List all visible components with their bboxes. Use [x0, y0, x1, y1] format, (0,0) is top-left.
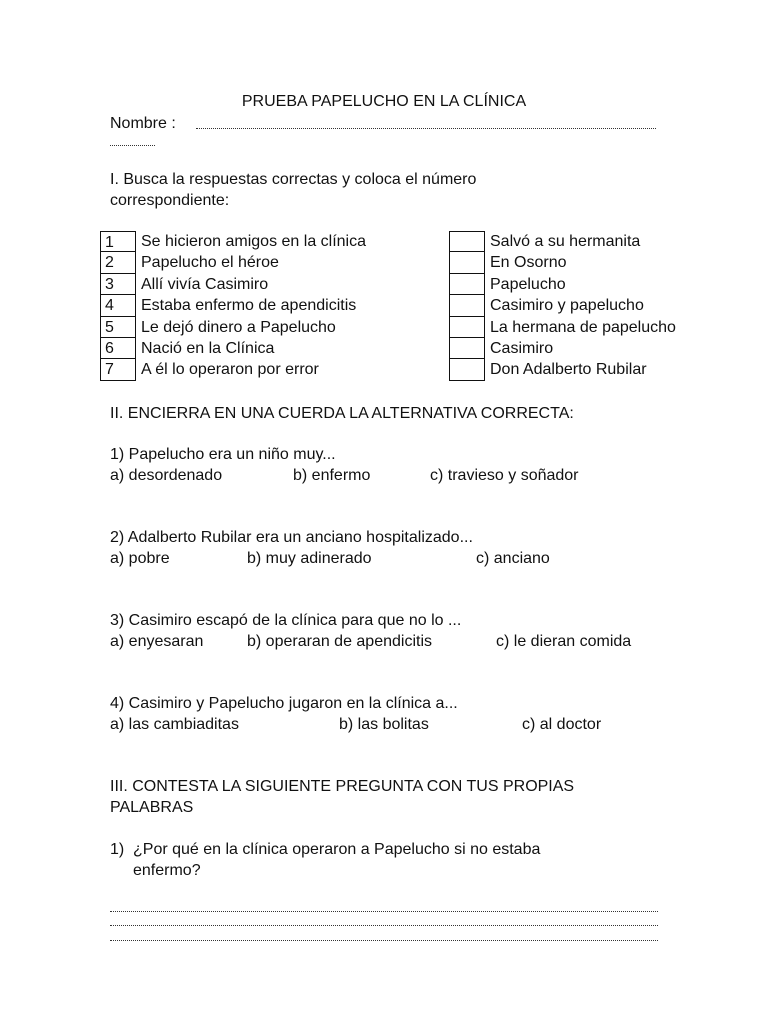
option-a[interactable]: a) las cambiaditas — [110, 716, 239, 733]
match-number: 7 — [100, 359, 136, 380]
option-c[interactable]: c) al doctor — [522, 716, 602, 733]
option-c[interactable]: c) anciano — [476, 550, 550, 567]
option-b[interactable]: b) muy adinerado — [247, 550, 372, 567]
name-field-line[interactable] — [196, 128, 656, 129]
section3-heading-line2: PALABRAS — [110, 799, 194, 816]
option-c[interactable]: c) le dieran comida — [496, 633, 632, 650]
question-4: 4) Casimiro y Papelucho jugaron en la clínica a... — [110, 695, 458, 712]
match-right-text: En Osorno — [490, 254, 567, 272]
match-right-text: Casimiro — [490, 339, 554, 357]
match-left-text: A él lo operaron por error — [141, 361, 319, 379]
option-c[interactable]: c) travieso y soñador — [430, 467, 579, 484]
open-question-number: 1) — [110, 841, 125, 858]
match-left-text: Se hicieron amigos en la clínica — [141, 233, 367, 250]
name-field-line-continued[interactable] — [110, 145, 155, 146]
match-row — [100, 317, 710, 338]
match-row — [100, 274, 710, 295]
answer-line[interactable] — [110, 911, 658, 912]
match-number: 2 — [100, 252, 136, 273]
option-b[interactable]: b) las bolitas — [339, 716, 429, 733]
match-row — [100, 295, 710, 316]
question-3: 3) Casimiro escapó de la clínica para que no lo ... — [110, 612, 462, 629]
match-left-text: Papelucho el héroe — [141, 254, 279, 272]
option-a[interactable]: a) desordenado — [110, 467, 223, 484]
open-question-line1: ¿Por qué en la clínica operaron a Papelucho si no estaba — [133, 841, 541, 858]
match-row — [100, 252, 710, 273]
match-number: 6 — [100, 338, 136, 359]
section3-heading-line1: III. CONTESTA LA SIGUIENTE PREGUNTA CON TUS PROPIAS — [110, 778, 575, 795]
answer-line[interactable] — [110, 925, 658, 926]
match-row — [100, 338, 710, 359]
option-b[interactable]: b) operaran de apendicitis — [247, 633, 433, 650]
name-label: Nombre : — [110, 115, 176, 132]
match-left-text: Allí vivía Casimiro — [141, 275, 269, 293]
open-question-line2: enfermo? — [133, 862, 201, 879]
answer-box[interactable] — [449, 274, 485, 295]
section1-heading-line1: I. Busca la respuestas correctas y coloca el número — [110, 171, 477, 188]
match-number: 1 — [100, 231, 136, 252]
matching-table — [100, 231, 710, 381]
question-2: 2) Adalberto Rubilar era un anciano hospitalizado... — [110, 529, 473, 546]
section1-heading-line2: correspondiente: — [110, 192, 230, 209]
section2-heading: II. ENCIERRA EN UNA CUERDA LA ALTERNATIVA CORRECTA: — [110, 405, 574, 422]
match-number: 5 — [100, 317, 136, 338]
option-b[interactable]: b) enfermo — [293, 467, 371, 484]
answer-box[interactable] — [449, 252, 485, 273]
match-number: 4 — [100, 295, 136, 316]
answer-box[interactable] — [449, 231, 485, 252]
match-row — [100, 231, 710, 252]
match-left-text: Le dejó dinero a Papelucho — [141, 318, 336, 336]
match-right-text: Papelucho — [490, 275, 566, 293]
match-right-text: Don Adalberto Rubilar — [490, 361, 647, 379]
match-right-text: Casimiro y papelucho — [490, 297, 644, 315]
answer-line[interactable] — [110, 940, 658, 941]
option-a[interactable]: a) enyesaran — [110, 633, 204, 650]
match-left-text: Estaba enfermo de apendicitis — [141, 297, 357, 315]
match-left-text: Nació en la Clínica — [141, 339, 275, 357]
answer-box[interactable] — [449, 359, 485, 380]
page-title: PRUEBA PAPELUCHO EN LA CLÍNICA — [241, 93, 527, 110]
match-row — [100, 359, 710, 380]
match-right-text: Salvó a su hermanita — [490, 233, 641, 250]
answer-box[interactable] — [449, 295, 485, 316]
match-right-text: La hermana de papelucho — [490, 318, 676, 336]
match-number: 3 — [100, 274, 136, 295]
option-a[interactable]: a) pobre — [110, 550, 170, 567]
question-1: 1) Papelucho era un niño muy... — [110, 446, 336, 463]
answer-box[interactable] — [449, 317, 485, 338]
answer-box[interactable] — [449, 338, 485, 359]
